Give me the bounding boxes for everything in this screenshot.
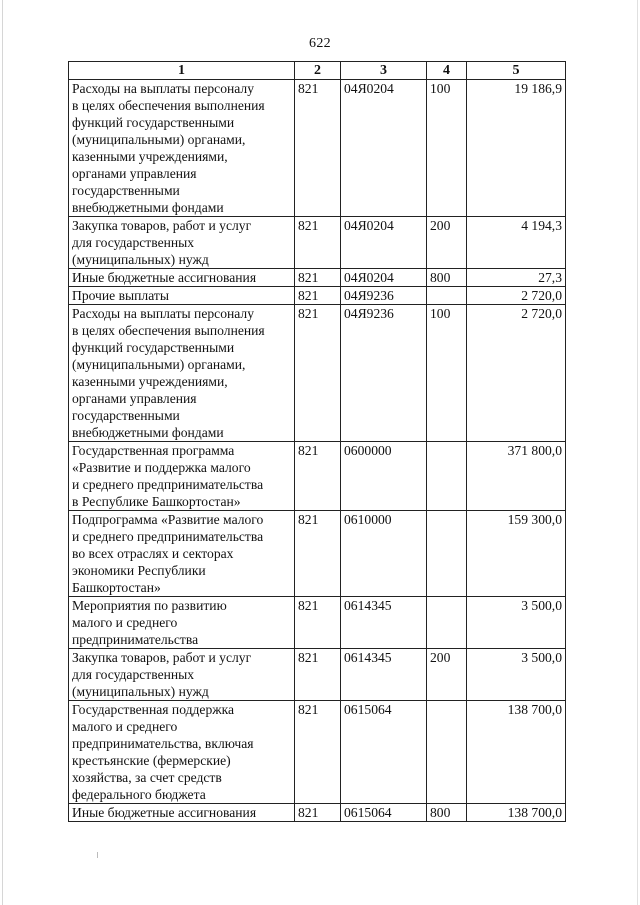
row-name: Закупка товаров, работ и услуг для государственных (муниципальных) нужд bbox=[72, 650, 252, 699]
row-target: 04Я9236 bbox=[341, 287, 427, 305]
row-type bbox=[427, 511, 467, 597]
row-target: 0615064 bbox=[341, 701, 427, 804]
scan-edge-left bbox=[2, 0, 3, 905]
row-ministry: 821 bbox=[295, 649, 341, 701]
row-amount: 3 500,0 bbox=[467, 597, 566, 649]
table-row bbox=[69, 597, 566, 649]
row-name: Подпрограмма «Развитие малого и среднего предпринимательства во всех отраслях и секторах экономики Республики Башкортостан» bbox=[72, 512, 264, 595]
row-type: 800 bbox=[427, 269, 467, 287]
row-ministry: 821 bbox=[295, 511, 341, 597]
row-ministry: 821 bbox=[295, 80, 341, 217]
row-amount: 138 700,0 bbox=[467, 701, 566, 804]
row-amount: 138 700,0 bbox=[467, 804, 566, 822]
row-name: Мероприятия по развитию малого и среднего предпринимательства bbox=[72, 598, 227, 647]
row-type bbox=[427, 597, 467, 649]
table-header-row bbox=[69, 62, 566, 80]
row-target: 0615064 bbox=[341, 804, 427, 822]
scan-mark bbox=[97, 852, 98, 858]
table-body bbox=[69, 80, 566, 822]
table-row bbox=[69, 287, 566, 305]
row-target: 0610000 bbox=[341, 511, 427, 597]
budget-table bbox=[68, 61, 566, 822]
row-name: Закупка товаров, работ и услуг для государственных (муниципальных) нужд bbox=[72, 218, 252, 267]
row-target: 04Я9236 bbox=[341, 305, 427, 442]
row-target: 04Я0204 bbox=[341, 80, 427, 217]
table-row bbox=[69, 269, 566, 287]
row-ministry: 821 bbox=[295, 269, 341, 287]
row-ministry: 821 bbox=[295, 804, 341, 822]
row-name: Прочие выплаты bbox=[72, 288, 169, 303]
row-amount: 27,3 bbox=[467, 269, 566, 287]
row-target: 0614345 bbox=[341, 649, 427, 701]
row-ministry: 821 bbox=[295, 217, 341, 269]
row-type: 200 bbox=[427, 217, 467, 269]
table-row bbox=[69, 217, 566, 269]
table-row bbox=[69, 305, 566, 442]
row-name: Государственная программа «Развитие и поддержка малого и среднего предпринимательства в Республике Башкортостан» bbox=[72, 443, 264, 509]
row-target: 0600000 bbox=[341, 442, 427, 511]
table-row bbox=[69, 701, 566, 804]
row-type: 800 bbox=[427, 804, 467, 822]
row-target: 04Я0204 bbox=[341, 269, 427, 287]
row-type bbox=[427, 701, 467, 804]
row-target: 0614345 bbox=[341, 597, 427, 649]
row-ministry: 821 bbox=[295, 701, 341, 804]
row-name: Иные бюджетные ассигнования bbox=[72, 270, 257, 285]
row-name: Государственная поддержка малого и среднего предпринимательства, включая крестьянские (фермерские) хозяйства, за счет средств федерального бюджета bbox=[72, 702, 254, 802]
row-ministry: 821 bbox=[295, 597, 341, 649]
table-row bbox=[69, 511, 566, 597]
column-header-3: 3 bbox=[341, 62, 427, 80]
row-ministry: 821 bbox=[295, 442, 341, 511]
row-name: Расходы на выплаты персоналу в целях обеспечения выполнения функций государственными (муниципальными) органами, казенными учреждениями, органами управления государственными внебюджетными фондами bbox=[72, 306, 265, 440]
row-type bbox=[427, 287, 467, 305]
row-type bbox=[427, 442, 467, 511]
column-header-1: 1 bbox=[69, 62, 295, 80]
table-row bbox=[69, 649, 566, 701]
scan-edge-right bbox=[637, 0, 638, 905]
table-row bbox=[69, 804, 566, 822]
row-ministry: 821 bbox=[295, 287, 341, 305]
column-header-5: 5 bbox=[467, 62, 566, 80]
table-row bbox=[69, 80, 566, 217]
row-type: 100 bbox=[427, 80, 467, 217]
page-number: 622 bbox=[309, 36, 331, 51]
row-target: 04Я0204 bbox=[341, 217, 427, 269]
row-name: Расходы на выплаты персоналу в целях обеспечения выполнения функций государственными (муниципальными) органами, казенными учреждениями, органами управления государственными внебюджетными фондами bbox=[72, 81, 265, 215]
row-type: 200 bbox=[427, 649, 467, 701]
column-header-2: 2 bbox=[295, 62, 341, 80]
row-amount: 3 500,0 bbox=[467, 649, 566, 701]
row-ministry: 821 bbox=[295, 305, 341, 442]
row-amount: 19 186,9 bbox=[467, 80, 566, 217]
row-amount: 371 800,0 bbox=[467, 442, 566, 511]
row-amount: 159 300,0 bbox=[467, 511, 566, 597]
row-amount: 4 194,3 bbox=[467, 217, 566, 269]
column-header-4: 4 bbox=[427, 62, 467, 80]
row-name: Иные бюджетные ассигнования bbox=[72, 805, 257, 820]
row-amount: 2 720,0 bbox=[467, 287, 566, 305]
table-row bbox=[69, 442, 566, 511]
row-type: 100 bbox=[427, 305, 467, 442]
row-amount: 2 720,0 bbox=[467, 305, 566, 442]
